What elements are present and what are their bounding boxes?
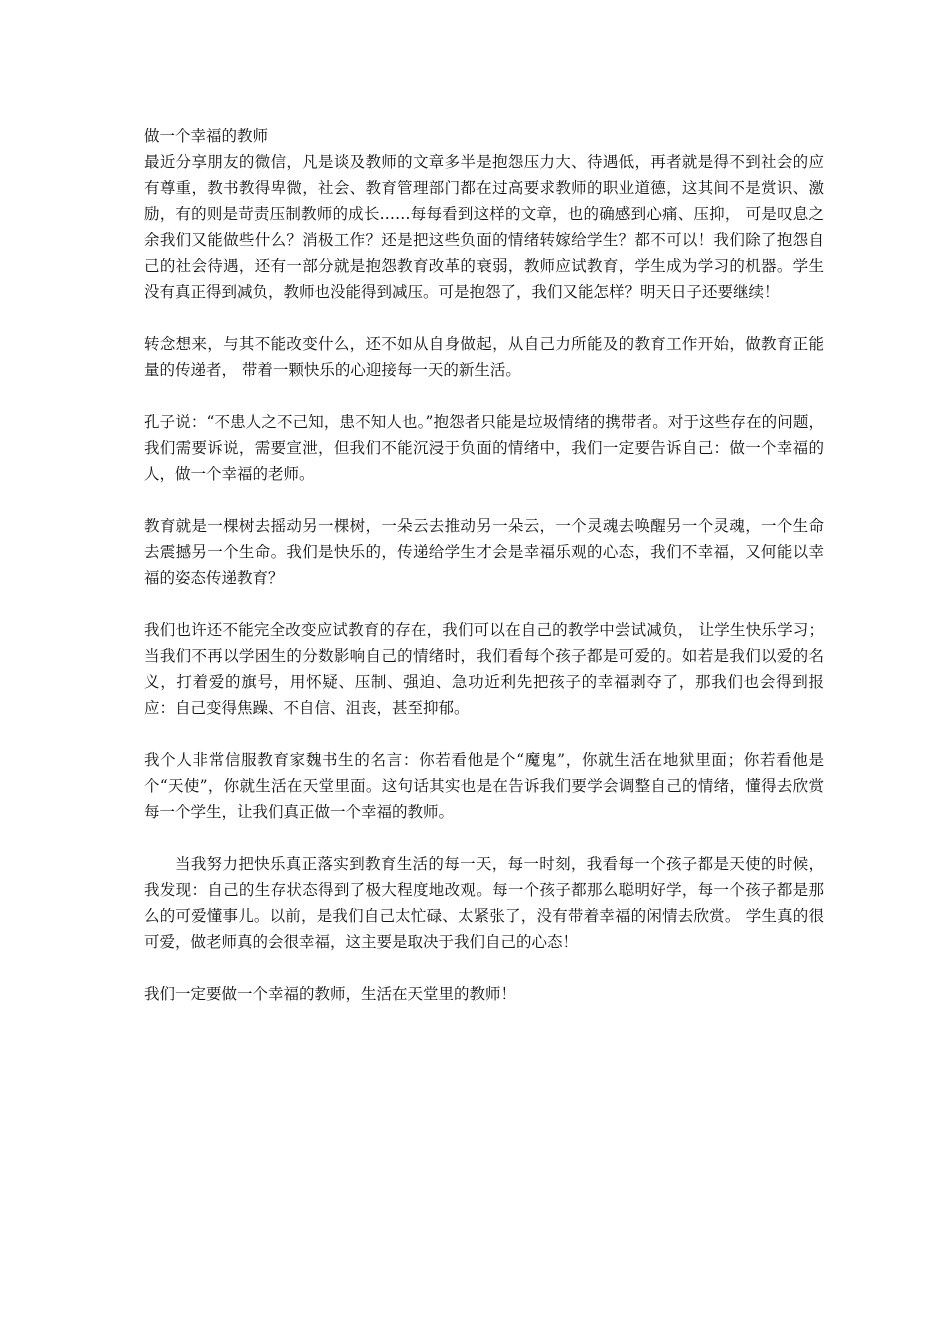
document-body bbox=[144, 123, 824, 1033]
paragraph-5: 我们也许还不能完全改变应试教育的存在，我们可以在自己的教学中尝试减负， 让学生快乐学习；当我们不再以学困生的分数影响自己的情绪时，我们看每个孩子都是可爱的。如若是我们以爱的名义，打着爱的旗号，用怀疑、压制、强迫、急功近利先把孩子的幸福剥夺了，那我们也会得到报应：自己变得焦躁、不自信、沮丧，甚至抑郁。 bbox=[144, 621, 824, 717]
paragraph-2: 转念想来，与其不能改变什么，还不如从自身做起，从自己力所能及的教育工作开始，做教育正能量的传递者， 带着一颗快乐的心迎接每一天的新生活。 bbox=[144, 335, 824, 379]
paragraph-1: 最近分享朋友的微信，凡是谈及教师的文章多半是抱怨压力大、待遇低，再者就是得不到社会的应有尊重，教书教得卑微，社会、教育管理部门都在过高要求教师的职业道德，这其间不是赏识、激励，有的则是苛责压制教师的成长……每每看到这样的文章，也的确感到心痛、压抑， 可是叹息之余我们又能做些什么？消极工作？还是把这些负面的情绪转嫁给学生？都不可以！我们除了抱怨自己的社会待遇，还有一部分就是抱怨教育改革的衰弱，教师应试教育，学生成为学习的机器。学生没有真正得到减负，教师也没能得到减压。可是抱怨了，我们又能怎样？明天日子还要继续！ bbox=[144, 153, 824, 301]
paragraph-8: 我们一定要做一个幸福的教师，生活在天堂里的教师！ bbox=[144, 985, 517, 1003]
paragraph-4: 教育就是一棵树去摇动另一棵树，一朵云去推动另一朵云，一个灵魂去唤醒另一个灵魂，一个生命去震撼另一个生命。我们是快乐的，传递给学生才会是幸福乐观的心态，我们不幸福，又何能以幸福的姿态传递教育？ bbox=[144, 517, 824, 587]
document-title: 做一个幸福的教师 bbox=[144, 127, 269, 145]
paragraph-3: 孔子说：“不患人之不己知，患不知人也。”抱怨者只能是垃圾情绪的携带者。对于这些存在的问题，我们需要诉说，需要宣泄，但我们不能沉浸于负面的情绪中，我们一定要告诉自己：做一个幸福的人，做一个幸福的老师。 bbox=[144, 413, 824, 483]
paragraph-7: 当我努力把快乐真正落实到教育生活的每一天，每一时刻，我看每一个孩子都是天使的时候，我发现：自己的生存状态得到了极大程度地改观。每一个孩子都那么聪明好学，每一个孩子都是那么的可爱懂事儿。以前，是我们自己太忙碌、太紧张了，没有带着幸福的闲情去欣赏。 学生真的很可爱，做老师真的会很幸福，这主要是取决于我们自己的心态！ bbox=[144, 855, 824, 951]
paragraph-6: 我个人非常信服教育家魏书生的名言：你若看他是个“魔鬼”，你就生活在地狱里面；你若看他是个“天使”，你就生活在天堂里面。这句话其实也是在告诉我们要学会调整自己的情绪，懂得去欣赏每一个学生，让我们真正做一个幸福的教师。 bbox=[144, 751, 824, 821]
